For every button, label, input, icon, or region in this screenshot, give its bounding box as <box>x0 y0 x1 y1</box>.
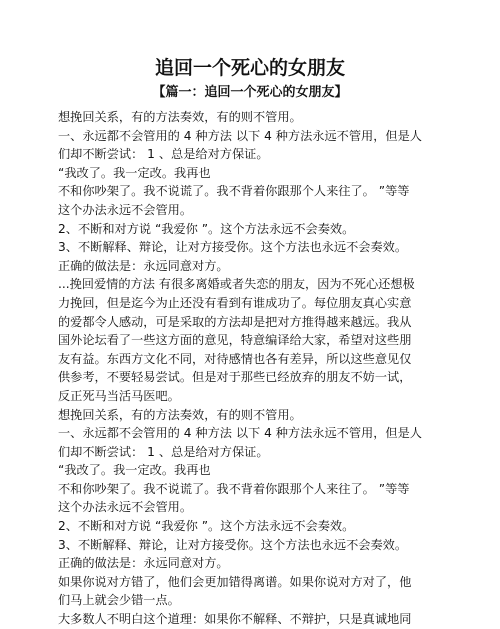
body-line: 如果你说对方错了，他们会更加错得离谱。如果你说对方对了，他 <box>58 574 412 589</box>
body-line: “我改了。我一定改。我再也 <box>58 165 211 180</box>
body-line: 3、不断解释、辩论，让对方接受你。这个方法也永远不会奏效。 <box>58 537 408 552</box>
body-line: 这个办法永远不会管用。 <box>58 500 193 515</box>
body-line: 的爱都令人感动，可是采取的方法却是把对方推得越来越远。我从 <box>58 314 412 329</box>
body-line: 们马上就会少错一点。 <box>58 593 180 608</box>
body-line: 2、不断和对方说 “我爱你 ”。这个方法永远不会奏效。 <box>58 221 355 236</box>
body-line: 正确的做法是：永远同意对方。 <box>58 258 229 273</box>
body-line: 这个办法永远不会管用。 <box>58 202 193 217</box>
body-line: 正确的做法是：永远同意对方。 <box>58 556 229 571</box>
body-line: 们却不断尝试： 1 、总是给对方保证。 <box>58 147 269 162</box>
body-line: 想挽回关系，有的方法奏效，有的则不管用。 <box>58 407 302 422</box>
body-line: 3、不断解释、辩论，让对方接受你。这个方法也永远不会奏效。 <box>58 240 408 255</box>
body-line: 大多数人不明白这个道理：如果你不解释、不辩护，只是真诚地同 <box>58 612 412 627</box>
body-line: ...挽回爱情的方法 有很多离婚或者失恋的朋友，因为不死心还想极 <box>58 277 415 292</box>
body-line: 力挽回，但是迄今为止还没有看到有谁成功了。每位朋友真心实意 <box>58 295 412 310</box>
body-line: 不和你吵架了。我不说谎了。我不背着你跟那个人来往了。 ”等等 <box>58 481 410 496</box>
body-line: 国外论坛看了一些这方面的意见，特意编译给大家，希望对这些朋 <box>58 333 412 348</box>
body-line: 一、永远都不会管用的 4 种方法 以下 4 种方法永远不管用，但是人 <box>58 426 422 441</box>
body-line: 2、不断和对方说 “我爱你 ”。这个方法永远不会奏效。 <box>58 519 355 534</box>
body-line: 友有益。东西方文化不同，对待感情也各有差异，所以这些意见仅 <box>58 351 412 366</box>
document-title: 追回一个死心的女朋友 <box>154 57 345 79</box>
document-body <box>58 108 453 629</box>
body-line: 反正死马当活马医吧。 <box>58 388 180 403</box>
body-line: 一、永远都不会管用的 4 种方法 以下 4 种方法永远不管用，但是人 <box>58 128 422 143</box>
body-line: “我改了。我一定改。我再也 <box>58 463 211 478</box>
body-line: 不和你吵架了。我不说谎了。我不背着你跟那个人来往了。 ”等等 <box>58 184 410 199</box>
body-line: 供参考，不要轻易尝试。但是对于那些已经放弃的朋友不妨一试， <box>58 370 412 385</box>
body-line: 们却不断尝试： 1 、总是给对方保证。 <box>58 444 269 459</box>
body-line: 想挽回关系，有的方法奏效，有的则不管用。 <box>58 110 302 124</box>
section-heading: 【篇一：追回一个死心的女朋友】 <box>152 85 348 100</box>
